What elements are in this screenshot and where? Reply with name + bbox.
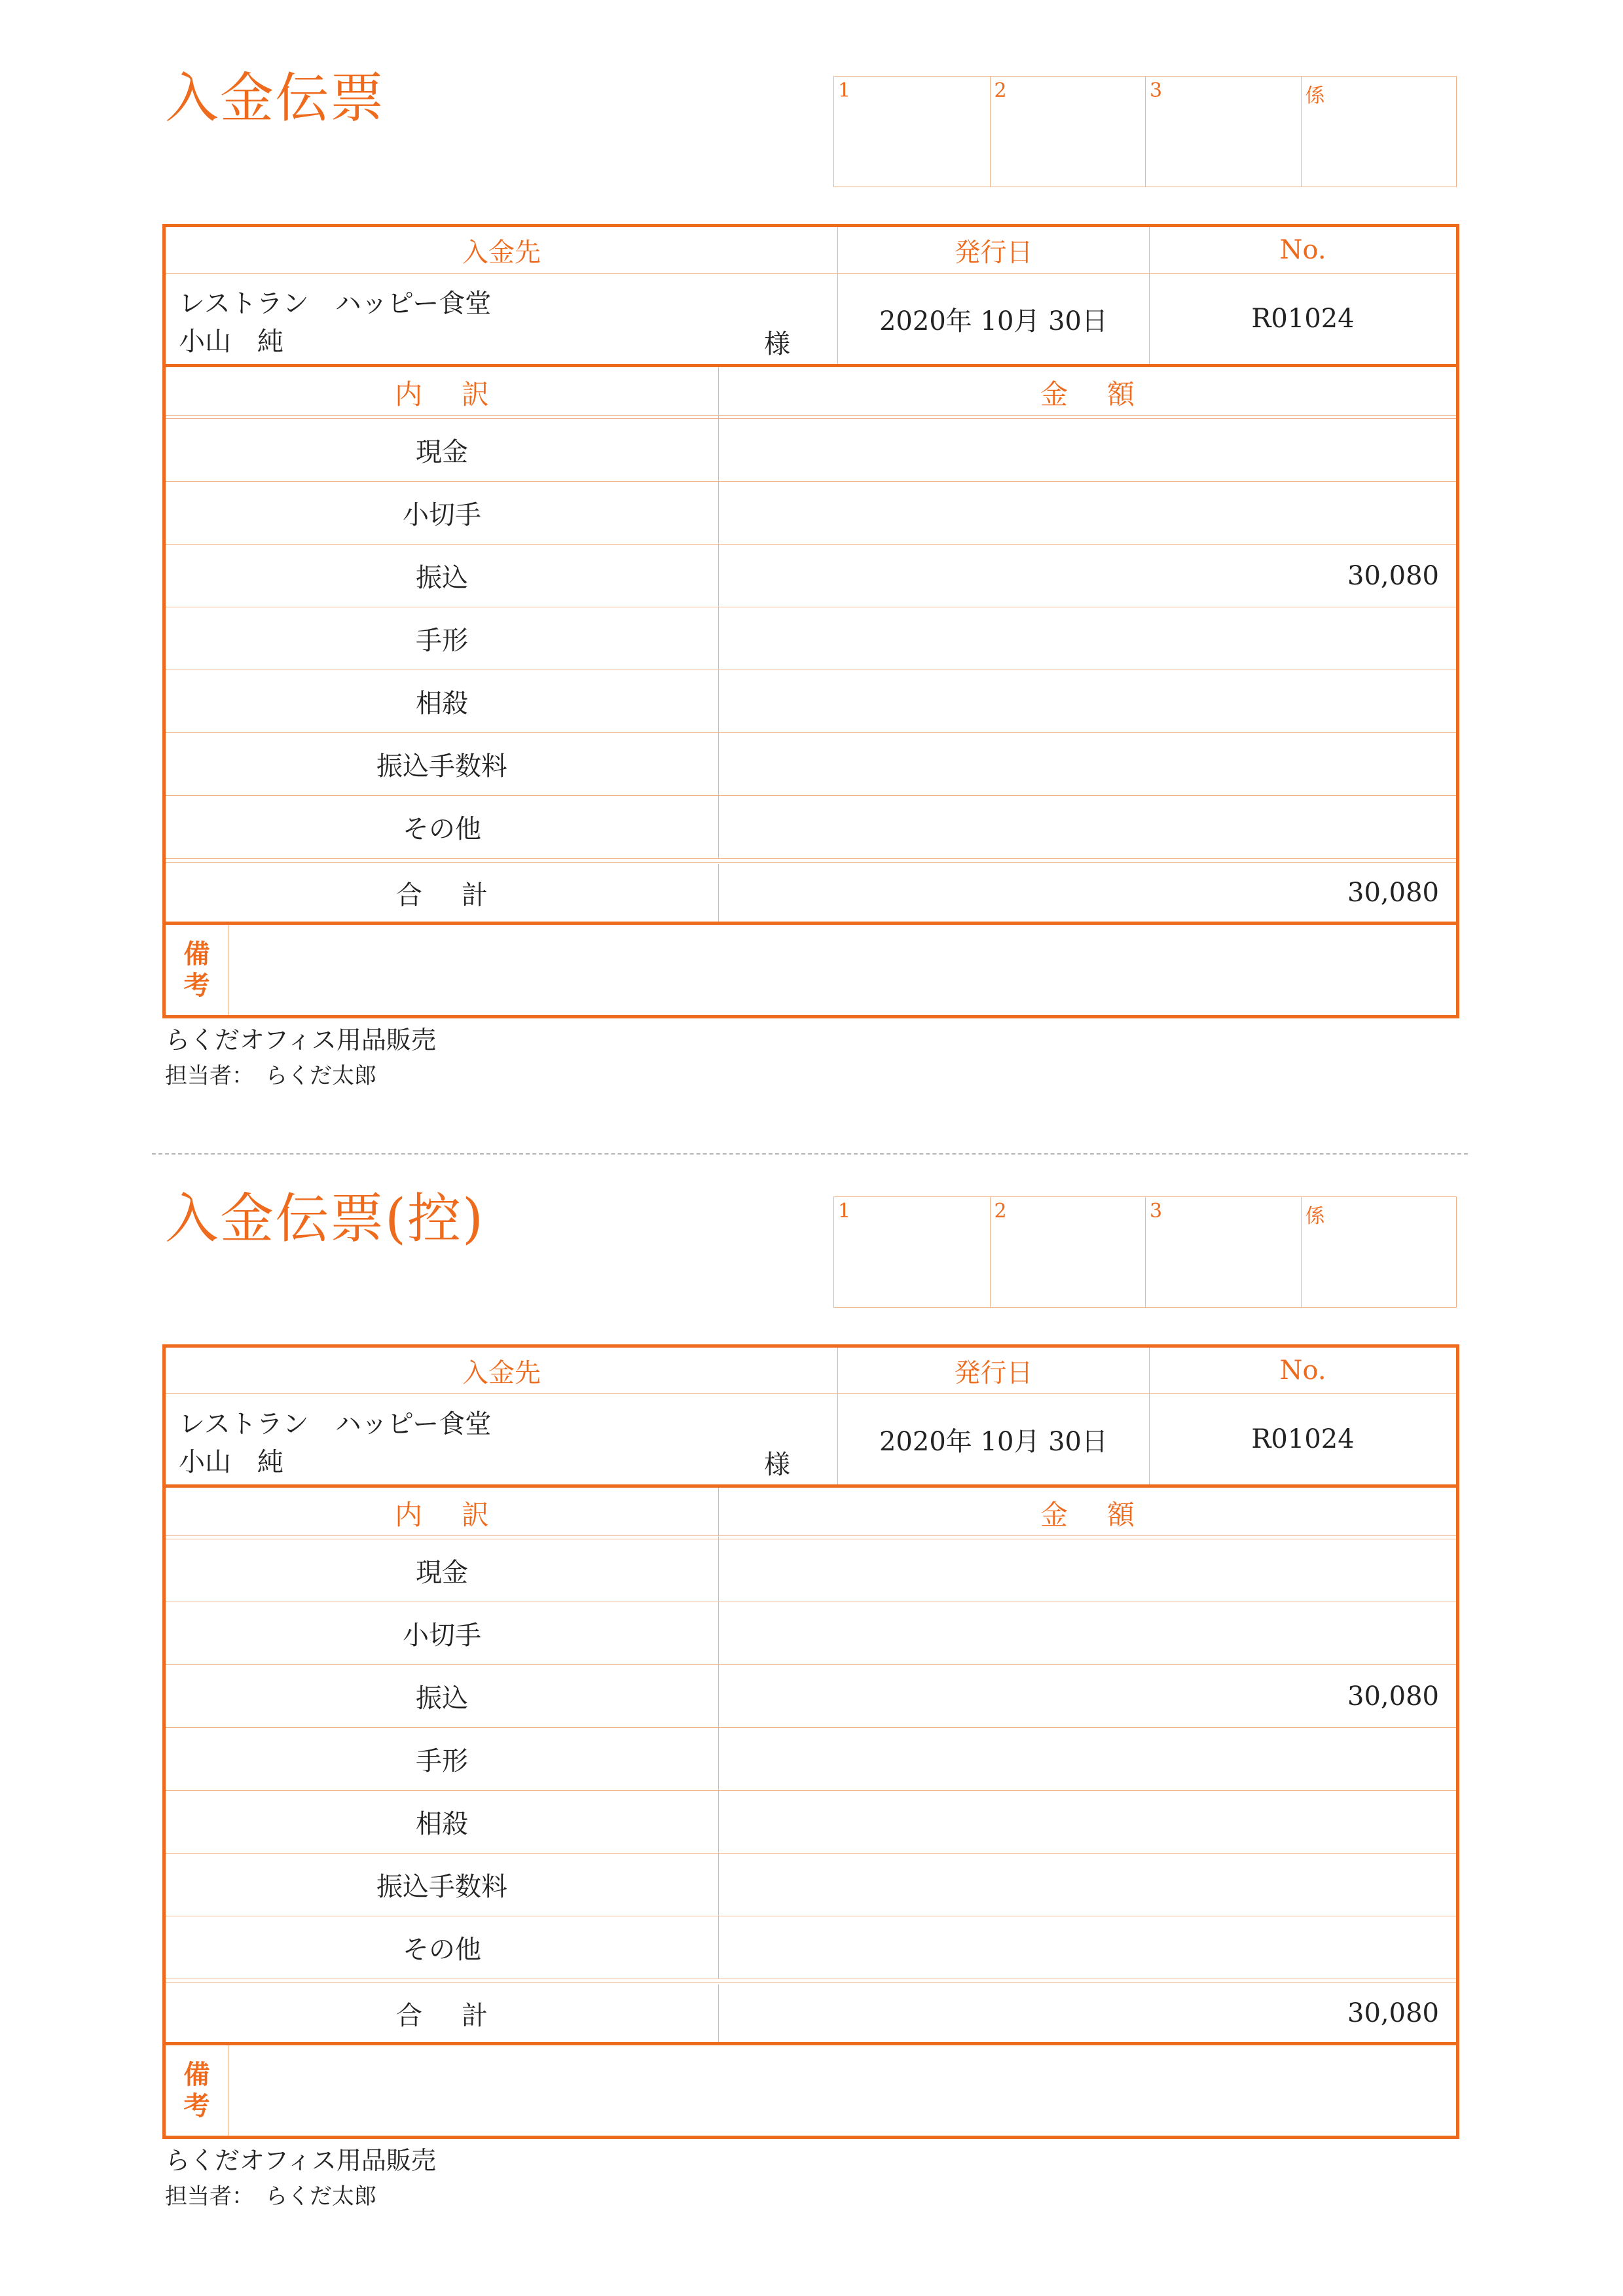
approval-box-2[interactable]: 2 — [990, 1197, 1146, 1307]
total-label: 合計 — [396, 2000, 527, 2031]
item-column-header: 内訳 — [394, 1499, 528, 1531]
payee-person: 小山 純 — [179, 1447, 283, 1477]
payee-honorific: 様 — [764, 1450, 790, 1480]
row-amount[interactable] — [718, 733, 1456, 795]
table-row — [166, 796, 1456, 859]
payee-honorific: 様 — [764, 329, 790, 359]
row-item: その他 — [403, 814, 481, 844]
total-label: 合計 — [396, 880, 527, 910]
row-item: 手形 — [416, 626, 468, 656]
row-amount[interactable] — [718, 607, 1456, 670]
row-item: 手形 — [416, 1746, 468, 1776]
slip-number[interactable]: R01024 — [1149, 1394, 1456, 1484]
table-row — [166, 1916, 1456, 1979]
approval-box-staff[interactable]: 係 — [1301, 77, 1457, 187]
row-amount[interactable] — [718, 1728, 1456, 1790]
table-row — [166, 670, 1456, 733]
remarks-label: 備 考 — [166, 925, 228, 1015]
slip-number[interactable]: R01024 — [1149, 274, 1456, 364]
row-amount[interactable] — [718, 1539, 1456, 1602]
payee-company: レストラン ハッピー食堂 — [179, 1409, 492, 1439]
info-row — [166, 274, 1456, 367]
approval-box-staff[interactable]: 係 — [1301, 1197, 1457, 1307]
slip-title: 入金伝票(控) — [165, 1188, 484, 1250]
remarks-row — [166, 2045, 1456, 2136]
number-header: No. — [1149, 227, 1456, 273]
row-item: 小切手 — [403, 1621, 481, 1651]
approval-box-3[interactable]: 3 — [1145, 1197, 1301, 1307]
total-row — [166, 1984, 1456, 2045]
row-amount[interactable] — [718, 482, 1456, 544]
header-row — [166, 1348, 1456, 1394]
row-item: 相殺 — [416, 1809, 468, 1839]
table-row — [166, 1728, 1456, 1791]
approval-stamp-boxes — [833, 76, 1457, 187]
row-amount[interactable] — [718, 1854, 1456, 1916]
payment-slip-original — [0, 0, 1623, 1113]
number-header: No. — [1149, 1348, 1456, 1393]
remarks-row — [166, 925, 1456, 1015]
issue-date[interactable]: 2020年 10月 30日 — [837, 274, 1149, 364]
amount-column-header: 金額 — [718, 1488, 1456, 1539]
table-row — [166, 1854, 1456, 1916]
breakdown-header — [166, 1488, 1456, 1539]
row-amount[interactable] — [718, 1791, 1456, 1853]
remarks-label: 備 考 — [166, 2045, 228, 2136]
payee-header: 入金先 — [462, 1357, 541, 1388]
row-item: 現金 — [416, 1558, 468, 1588]
row-amount[interactable]: 30,080 — [718, 1665, 1456, 1727]
item-column-header: 内訳 — [394, 378, 528, 410]
issuer-person: 担当者： らくだ太郎 — [165, 2183, 376, 2210]
payee-cell[interactable] — [166, 1394, 837, 1484]
table-row — [166, 607, 1456, 670]
table-row — [166, 1665, 1456, 1728]
row-item: 振込手数料 — [376, 1872, 507, 1902]
approval-box-2[interactable]: 2 — [990, 77, 1146, 187]
payee-cell[interactable] — [166, 274, 837, 364]
payee-person: 小山 純 — [179, 327, 283, 357]
row-item: 振込 — [416, 1683, 468, 1713]
approval-box-1[interactable]: 1 — [838, 79, 851, 102]
issuer-person: 担当者： らくだ太郎 — [165, 1063, 376, 1089]
row-amount[interactable] — [718, 1916, 1456, 1979]
row-item: その他 — [403, 1935, 481, 1965]
slip-table — [162, 1344, 1459, 2139]
row-amount[interactable] — [718, 1602, 1456, 1664]
table-row — [166, 1602, 1456, 1665]
slip-title: 入金伝票 — [165, 67, 386, 130]
issue-date[interactable]: 2020年 10月 30日 — [837, 1394, 1149, 1484]
table-row — [166, 482, 1456, 545]
row-amount[interactable] — [718, 670, 1456, 732]
amount-column-header: 金額 — [718, 367, 1456, 418]
approval-stamp-boxes — [833, 1196, 1457, 1308]
date-header: 発行日 — [837, 227, 1149, 273]
remarks-field[interactable] — [228, 925, 1456, 1015]
payee-company: レストラン ハッピー食堂 — [179, 289, 492, 319]
payment-slip-copy — [0, 1121, 1623, 2233]
breakdown-header — [166, 367, 1456, 419]
table-row — [166, 733, 1456, 796]
table-row — [166, 1539, 1456, 1602]
total-amount[interactable]: 30,080 — [718, 864, 1456, 922]
row-amount[interactable] — [718, 419, 1456, 481]
row-item: 振込 — [416, 563, 468, 593]
row-amount[interactable] — [718, 796, 1456, 858]
table-row — [166, 419, 1456, 482]
payee-header: 入金先 — [462, 237, 541, 268]
total-amount[interactable]: 30,080 — [718, 1984, 1456, 2042]
remarks-field[interactable] — [228, 2045, 1456, 2136]
table-row — [166, 545, 1456, 607]
date-header: 発行日 — [837, 1348, 1149, 1393]
table-row — [166, 1791, 1456, 1854]
row-item: 相殺 — [416, 689, 468, 719]
issuer-company: らくだオフィス用品販売 — [165, 2146, 436, 2175]
total-row — [166, 864, 1456, 925]
header-row — [166, 227, 1456, 274]
row-amount[interactable]: 30,080 — [718, 545, 1456, 607]
approval-box-1[interactable]: 1 — [838, 1200, 851, 1223]
row-item: 振込手数料 — [376, 751, 507, 781]
issuer-company: らくだオフィス用品販売 — [165, 1026, 436, 1054]
slip-table — [162, 224, 1459, 1018]
row-item: 小切手 — [403, 500, 481, 530]
info-row — [166, 1394, 1456, 1488]
approval-box-3[interactable]: 3 — [1145, 77, 1301, 187]
row-item: 現金 — [416, 437, 468, 467]
